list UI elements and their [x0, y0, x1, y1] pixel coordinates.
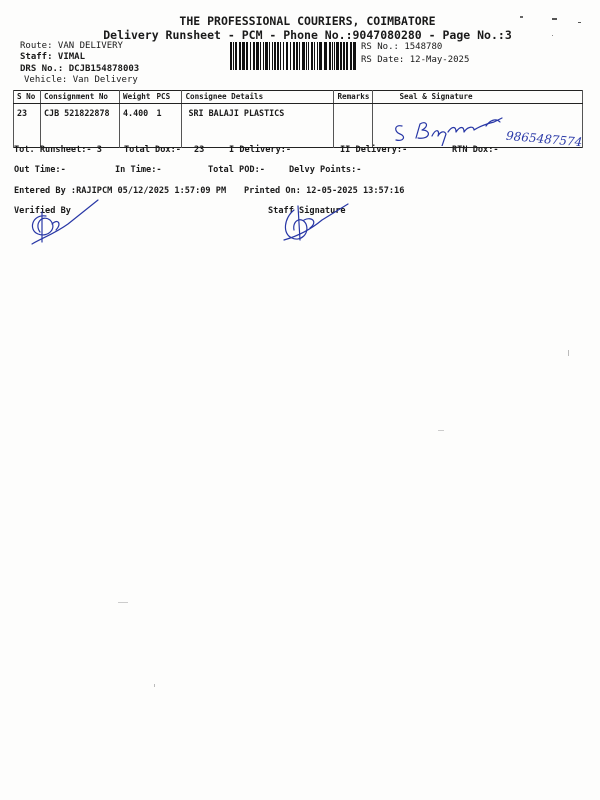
scan-speck — [552, 18, 557, 20]
printed-on: Printed On: 12-05-2025 13:57:16 — [244, 186, 405, 196]
total-runsheet: Tot. Runsheet:- 3 — [14, 145, 102, 155]
column-header: PCS — [153, 91, 182, 104]
staff-signature-label: Staff Signature — [268, 206, 346, 216]
rtn-dox: RTN Dox:- — [452, 145, 499, 155]
vehicle-label: Vehicle: Van Delivery — [24, 75, 138, 85]
receiver-signature-image — [390, 112, 510, 146]
delvy-points: Delvy Points:- — [289, 165, 362, 175]
ii-delivery: II Delivery:- — [340, 145, 408, 155]
out-time: Out Time:- — [14, 165, 66, 175]
runsheet-subtitle: Delivery Runsheet - PCM - Phone No.:9047080280 - Page No.:3 — [103, 28, 512, 42]
column-header: Consignee Details — [182, 91, 334, 104]
total-dox-value: 23 — [194, 145, 205, 155]
total-dox-label: Total Dox:- — [124, 145, 181, 155]
column-header: Weight — [120, 91, 154, 104]
cell-sno: 23 — [14, 104, 41, 148]
scan-speck — [578, 22, 581, 23]
column-header: S No — [14, 91, 41, 104]
cell-consignment: CJB 521822878 — [41, 104, 120, 148]
scan-speck — [520, 16, 523, 18]
cell-consignee: SRI BALAJI PLASTICS — [182, 104, 334, 148]
scan-speck — [438, 430, 444, 431]
verifier-signature-image — [12, 194, 112, 250]
receiver-phone: 9865487574 — [505, 128, 583, 150]
barcode-image — [230, 42, 356, 70]
entered-by: Entered By :RAJIPCM 05/12/2025 1:57:09 PM — [14, 186, 227, 196]
cell-remarks — [334, 104, 373, 148]
staff-label: Staff: VIMAL — [20, 52, 86, 62]
column-header: Remarks — [334, 91, 373, 104]
column-header: Consignment No — [41, 91, 120, 104]
rs-date: RS Date: 12-May-2025 — [361, 55, 470, 65]
route-label: Route: VAN DELIVERY — [20, 41, 123, 51]
scan-speck — [568, 350, 569, 356]
scan-speck — [552, 35, 553, 36]
cell-pcs: 1 — [153, 104, 182, 148]
total-pod: Total POD:- — [208, 165, 265, 175]
verified-by-label: Verified By — [14, 206, 71, 216]
rs-number: RS No.: 1548780 — [361, 42, 443, 52]
column-header: Seal & Signature — [373, 91, 583, 104]
scan-speck — [154, 684, 155, 687]
cell-weight: 4.400 — [120, 104, 154, 148]
company-title: THE PROFESSIONAL COURIERS, COIMBATORE — [179, 14, 436, 28]
in-time: In Time:- — [115, 165, 162, 175]
drs-number: DRS No.: DCJB154878003 — [20, 64, 140, 74]
i-delivery: I Delivery:- — [229, 145, 292, 155]
staff-signature-image — [270, 196, 370, 248]
scan-speck — [118, 602, 128, 603]
table-header-row — [14, 91, 583, 104]
